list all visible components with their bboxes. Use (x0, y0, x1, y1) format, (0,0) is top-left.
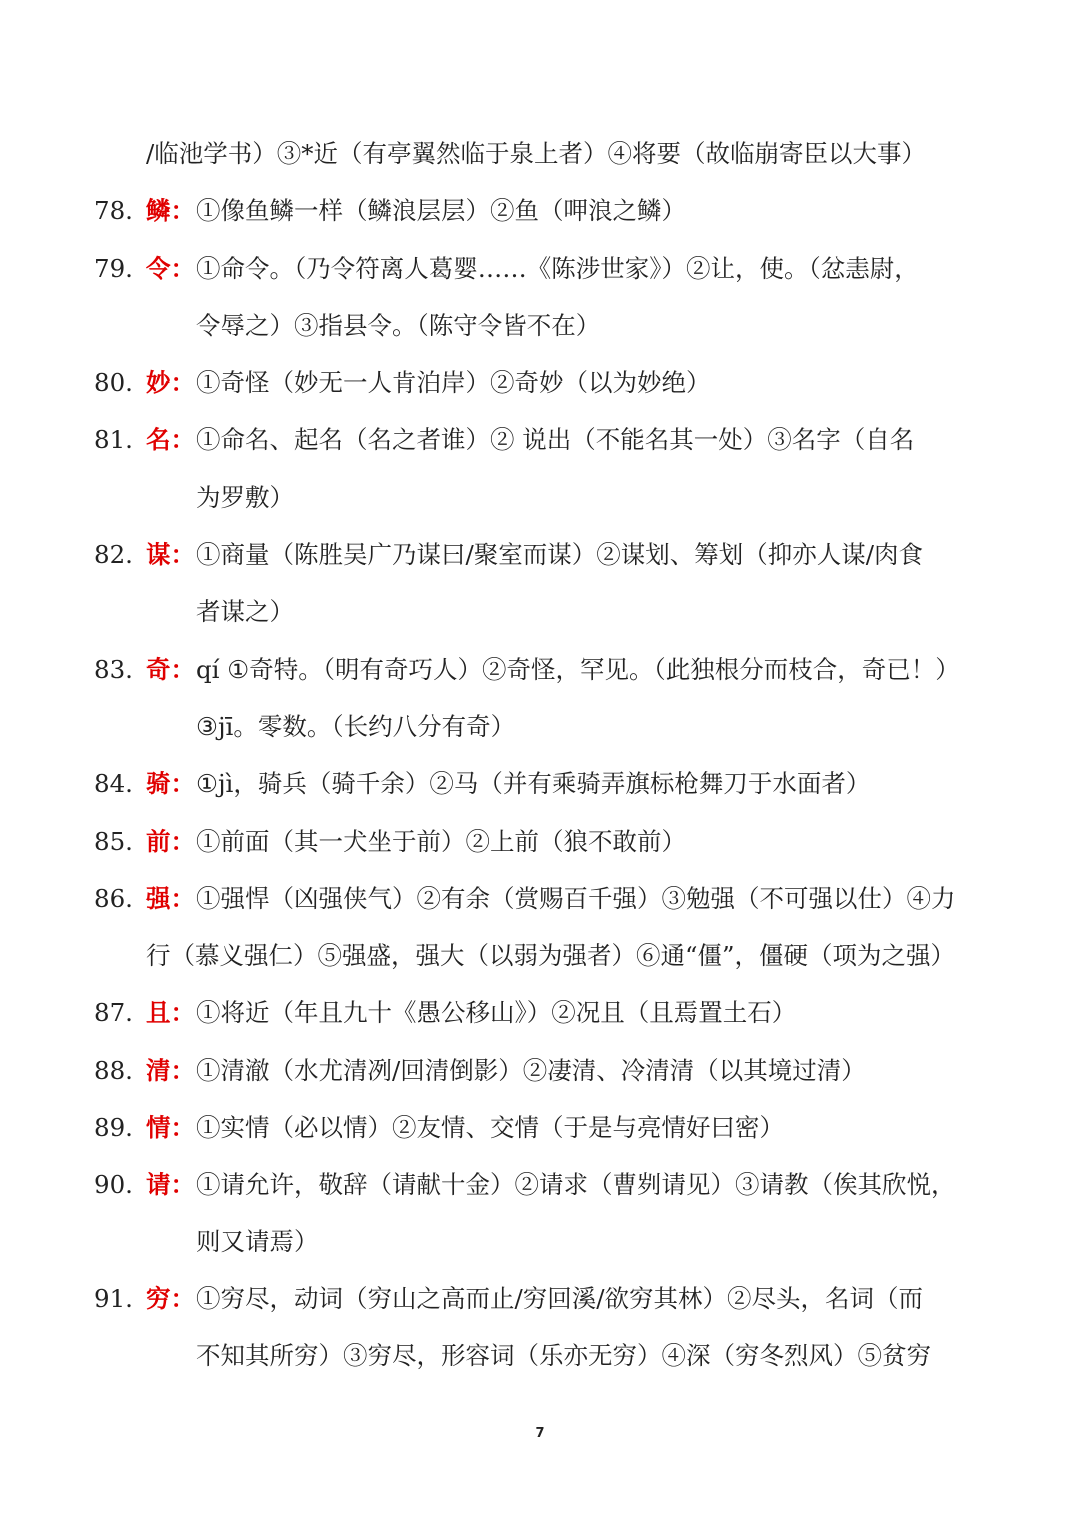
entry-text: ①强悍（凶强侠气）②有余（赏赐百千强）③勉强（不可强以仕）④力 (196, 884, 956, 913)
entry-character: 且： (146, 998, 195, 1027)
entry-character: 强： (146, 884, 195, 913)
entry-text: ①像鱼鳞一样（鳞浪层层）②鱼（呷浪之鳞） (196, 196, 686, 225)
entry-character: 前： (146, 827, 195, 856)
entry-number: 89. (94, 1113, 133, 1142)
entry-text: ①实情（必以情）②友情、交情（于是与亮情好曰密） (196, 1113, 784, 1142)
entry-text-continued: ③jī。零数。（长约八分有奇） (196, 712, 516, 741)
entry-text: ①命令。（乃令符离人葛婴……《陈涉世家》）②让，使。（忿恚尉， (196, 254, 919, 283)
entry-character: 奇： (146, 655, 195, 684)
entry-character: 骑： (146, 769, 195, 798)
entry-text-continued: 者谋之） (196, 597, 294, 626)
entry-number: 87. (94, 998, 133, 1027)
entry-number: 79. (94, 254, 133, 283)
entry-character: 请： (146, 1170, 195, 1199)
entry-number: 88. (94, 1056, 133, 1085)
entry-text: ①jì，骑兵（骑千余）②马（并有乘骑弄旗标枪舞刀于水面者） (196, 769, 871, 798)
entry-text-continued: 为罗敷） (196, 483, 294, 512)
entry-character: 谋： (146, 540, 195, 569)
entry-number: 80. (94, 368, 133, 397)
entry-number: 91. (94, 1284, 133, 1313)
entry-text: ①前面（其一犬坐于前）②上前（狼不敢前） (196, 827, 686, 856)
entry-character: 令： (146, 254, 195, 283)
entry-character: 清： (146, 1056, 195, 1085)
entry-text: ①商量（陈胜吴广乃谋曰/聚室而谋）②谋划、筹划（抑亦人谋/肉食 (196, 540, 924, 569)
entry-character: 妙： (146, 368, 195, 397)
continuation-text: /临池学书）③*近（有亭翼然临于泉上者）④将要（故临崩寄臣以大事） (146, 139, 927, 168)
entry-character: 名： (146, 425, 195, 454)
entry-number: 78. (94, 196, 133, 225)
entry-text: ①请允许，敬辞（请献十金）②请求（曹刿请见）③请教（俟其欣悦， (196, 1170, 956, 1199)
entry-text: ①将近（年且九十《愚公移山》）②况且（且焉置土石） (196, 998, 797, 1027)
entry-text: ①奇怪（妙无一人肯泊岸）②奇妙（以为妙绝） (196, 368, 711, 397)
entry-text-continued: 则又请焉） (196, 1227, 319, 1256)
entry-character: 情： (146, 1113, 195, 1142)
entry-text-continued: 不知其所穷）③穷尽，形容词（乐亦无穷）④深（穷冬烈风）⑤贫穷 (196, 1341, 931, 1370)
entry-text-continued: 令辱之）③指县令。（陈守令皆不在） (196, 311, 601, 340)
entry-text: ①穷尽，动词（穷山之高而止/穷回溪/欲穷其林）②尽头，名词（而 (196, 1284, 924, 1313)
entry-number: 82. (94, 540, 133, 569)
entry-number: 90. (94, 1170, 133, 1199)
page-number: 7 (535, 1426, 545, 1441)
entry-text: ①命名、起名（名之者谁）② 说出（不能名其一处）③名字（自名 (196, 425, 915, 454)
entry-character: 鳞： (146, 196, 195, 225)
entry-number: 86. (94, 884, 133, 913)
entry-number: 81. (94, 425, 133, 454)
entry-text: ①清澈（水尤清冽/回清倒影）②凄清、冷清清（以其境过清） (196, 1056, 866, 1085)
entry-number: 85. (94, 827, 133, 856)
entry-number: 84. (94, 769, 133, 798)
entry-text-continued: 行（慕义强仁）⑤强盛，强大（以弱为强者）⑥通“僵”，僵硬（项为之强） (146, 941, 956, 970)
entry-number: 83. (94, 655, 133, 684)
entry-character: 穷： (146, 1284, 195, 1313)
entry-text: qí ①奇特。（明有奇巧人）②奇怪，罕见。（此独根分而枝合，奇已！） (196, 655, 960, 684)
